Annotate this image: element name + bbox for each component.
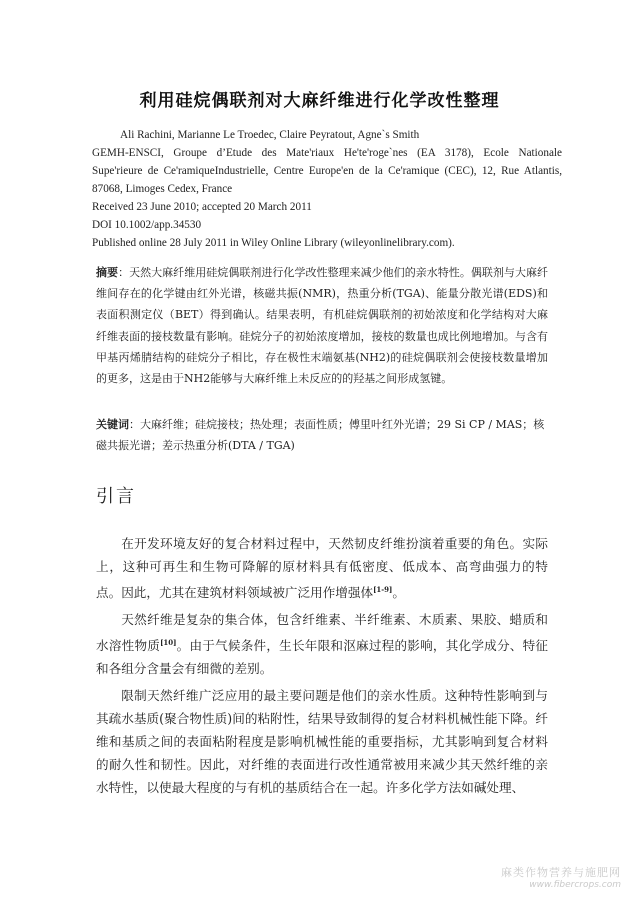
site-watermark — [501, 867, 621, 891]
citation: [1-9] — [373, 585, 393, 595]
keywords-label: 关键词 — [96, 418, 129, 431]
paragraph — [96, 684, 548, 800]
affiliation-line-3: 87068, Limoges Cedex, France — [92, 183, 233, 195]
paragraph — [96, 532, 548, 605]
abstract-label: 摘要 — [96, 266, 119, 279]
keywords — [96, 414, 548, 456]
paragraph-text: 天然纤维是复杂的集合体，包含纤维素、半纤维素、木质素、果胶、蜡质和水溶性物质 — [96, 611, 548, 654]
keywords-text: ：大麻纤维；硅烷接枝；热处理；表面性质；傅里叶红外光谱；29 Si CP / MAS；核磁共振光谱；差示热重分析(DTA / TGA) — [96, 418, 545, 453]
abstract — [96, 262, 548, 389]
received-dates: Received 23 June 2010; accepted 20 March 2011 — [92, 201, 312, 213]
watermark-site-name: 麻类作物营养与施肥网 — [501, 866, 621, 879]
paragraph-text: 在开发环境友好的复合材料过程中，天然韧皮纤维扮演着重要的角色。实际上，这种可再生和生物可降解的原材料具有低密度、低成本、高弯曲强力的特点。因此，尤其在建筑材料领域被广泛用作增强体 — [96, 536, 548, 601]
paragraph-text: 限制天然纤维广泛应用的最主要问题是他们的亲水性质。这种特性影响到与其疏水基质(聚合物性质)间的粘附性，结果导致制得的复合材料机械性能下降。纤维和基质之间的表面粘附程度是影响机械性能的重要指标，尤其影响到复合材料的耐久性和韧性。因此，对纤维的表面进行改性通常被用来减少其天然纤维的亲水特性，以使最大程度的与有机的基质结合在一起。许多化学方法如碱处理、 — [96, 687, 548, 796]
affiliation-line-2: Supe'rieure de Ce'ramiqueIndustrielle, Centre Europe'en de la Ce'ramique (CEC), 12, Rue Atlantis, — [92, 165, 562, 177]
affiliation-line-1: GEMH-ENSCI, Groupe d’Etude des Mate'riaux He'te'roge`nes (EA 3178), Ecole Nationale — [92, 147, 562, 159]
introduction-body — [96, 532, 548, 803]
published-online: Published online 28 July 2011 in Wiley Online Library (wileyonlinelibrary.com). — [92, 237, 455, 249]
section-heading-introduction: 引言 — [96, 486, 136, 507]
paragraph-text: 。由于气候条件，生长年限和沤麻过程的影响，其化学成分、特征和各组分含量会有细微的差别。 — [96, 638, 548, 677]
citation: [10] — [160, 638, 177, 647]
paper-title: 利用硅烷偶联剂对大麻纤维进行化学改性整理 — [139, 91, 500, 111]
doi: DOI 10.1002/app.34530 — [92, 219, 202, 231]
paragraph-text: 。 — [392, 585, 405, 601]
watermark-url: www.fibercrops.com — [529, 880, 621, 890]
authors: Ali Rachini, Marianne Le Troedec, Claire Peyratout, Agne`s Smith — [120, 129, 420, 141]
paragraph — [96, 608, 548, 681]
article-meta — [92, 126, 562, 252]
abstract-text: ：天然大麻纤维用硅烷偶联剂进行化学改性整理来减少他们的亲水特性。偶联剂与大麻纤维间存在的化学键由红外光谱，核磁共振(NMR)，热重分析(TGA)、能量分散光谱(EDS)和表面积测定仪（BET）得到确认。结果表明，有机硅烷偶联剂的初始浓度和化学结构对大麻纤维表面的接枝数量有影响。硅烷分子的初始浓度增加，接枝的数量也成比例地增加。与含有甲基丙烯腈结构的硅烷分子相比，存在极性末端氨基(NH2)的硅烷偶联剂会使接枝数量增加的更多，这是由于NH2能够与大麻纤维上未反应的的羟基之间形成氢键。 — [96, 266, 549, 386]
